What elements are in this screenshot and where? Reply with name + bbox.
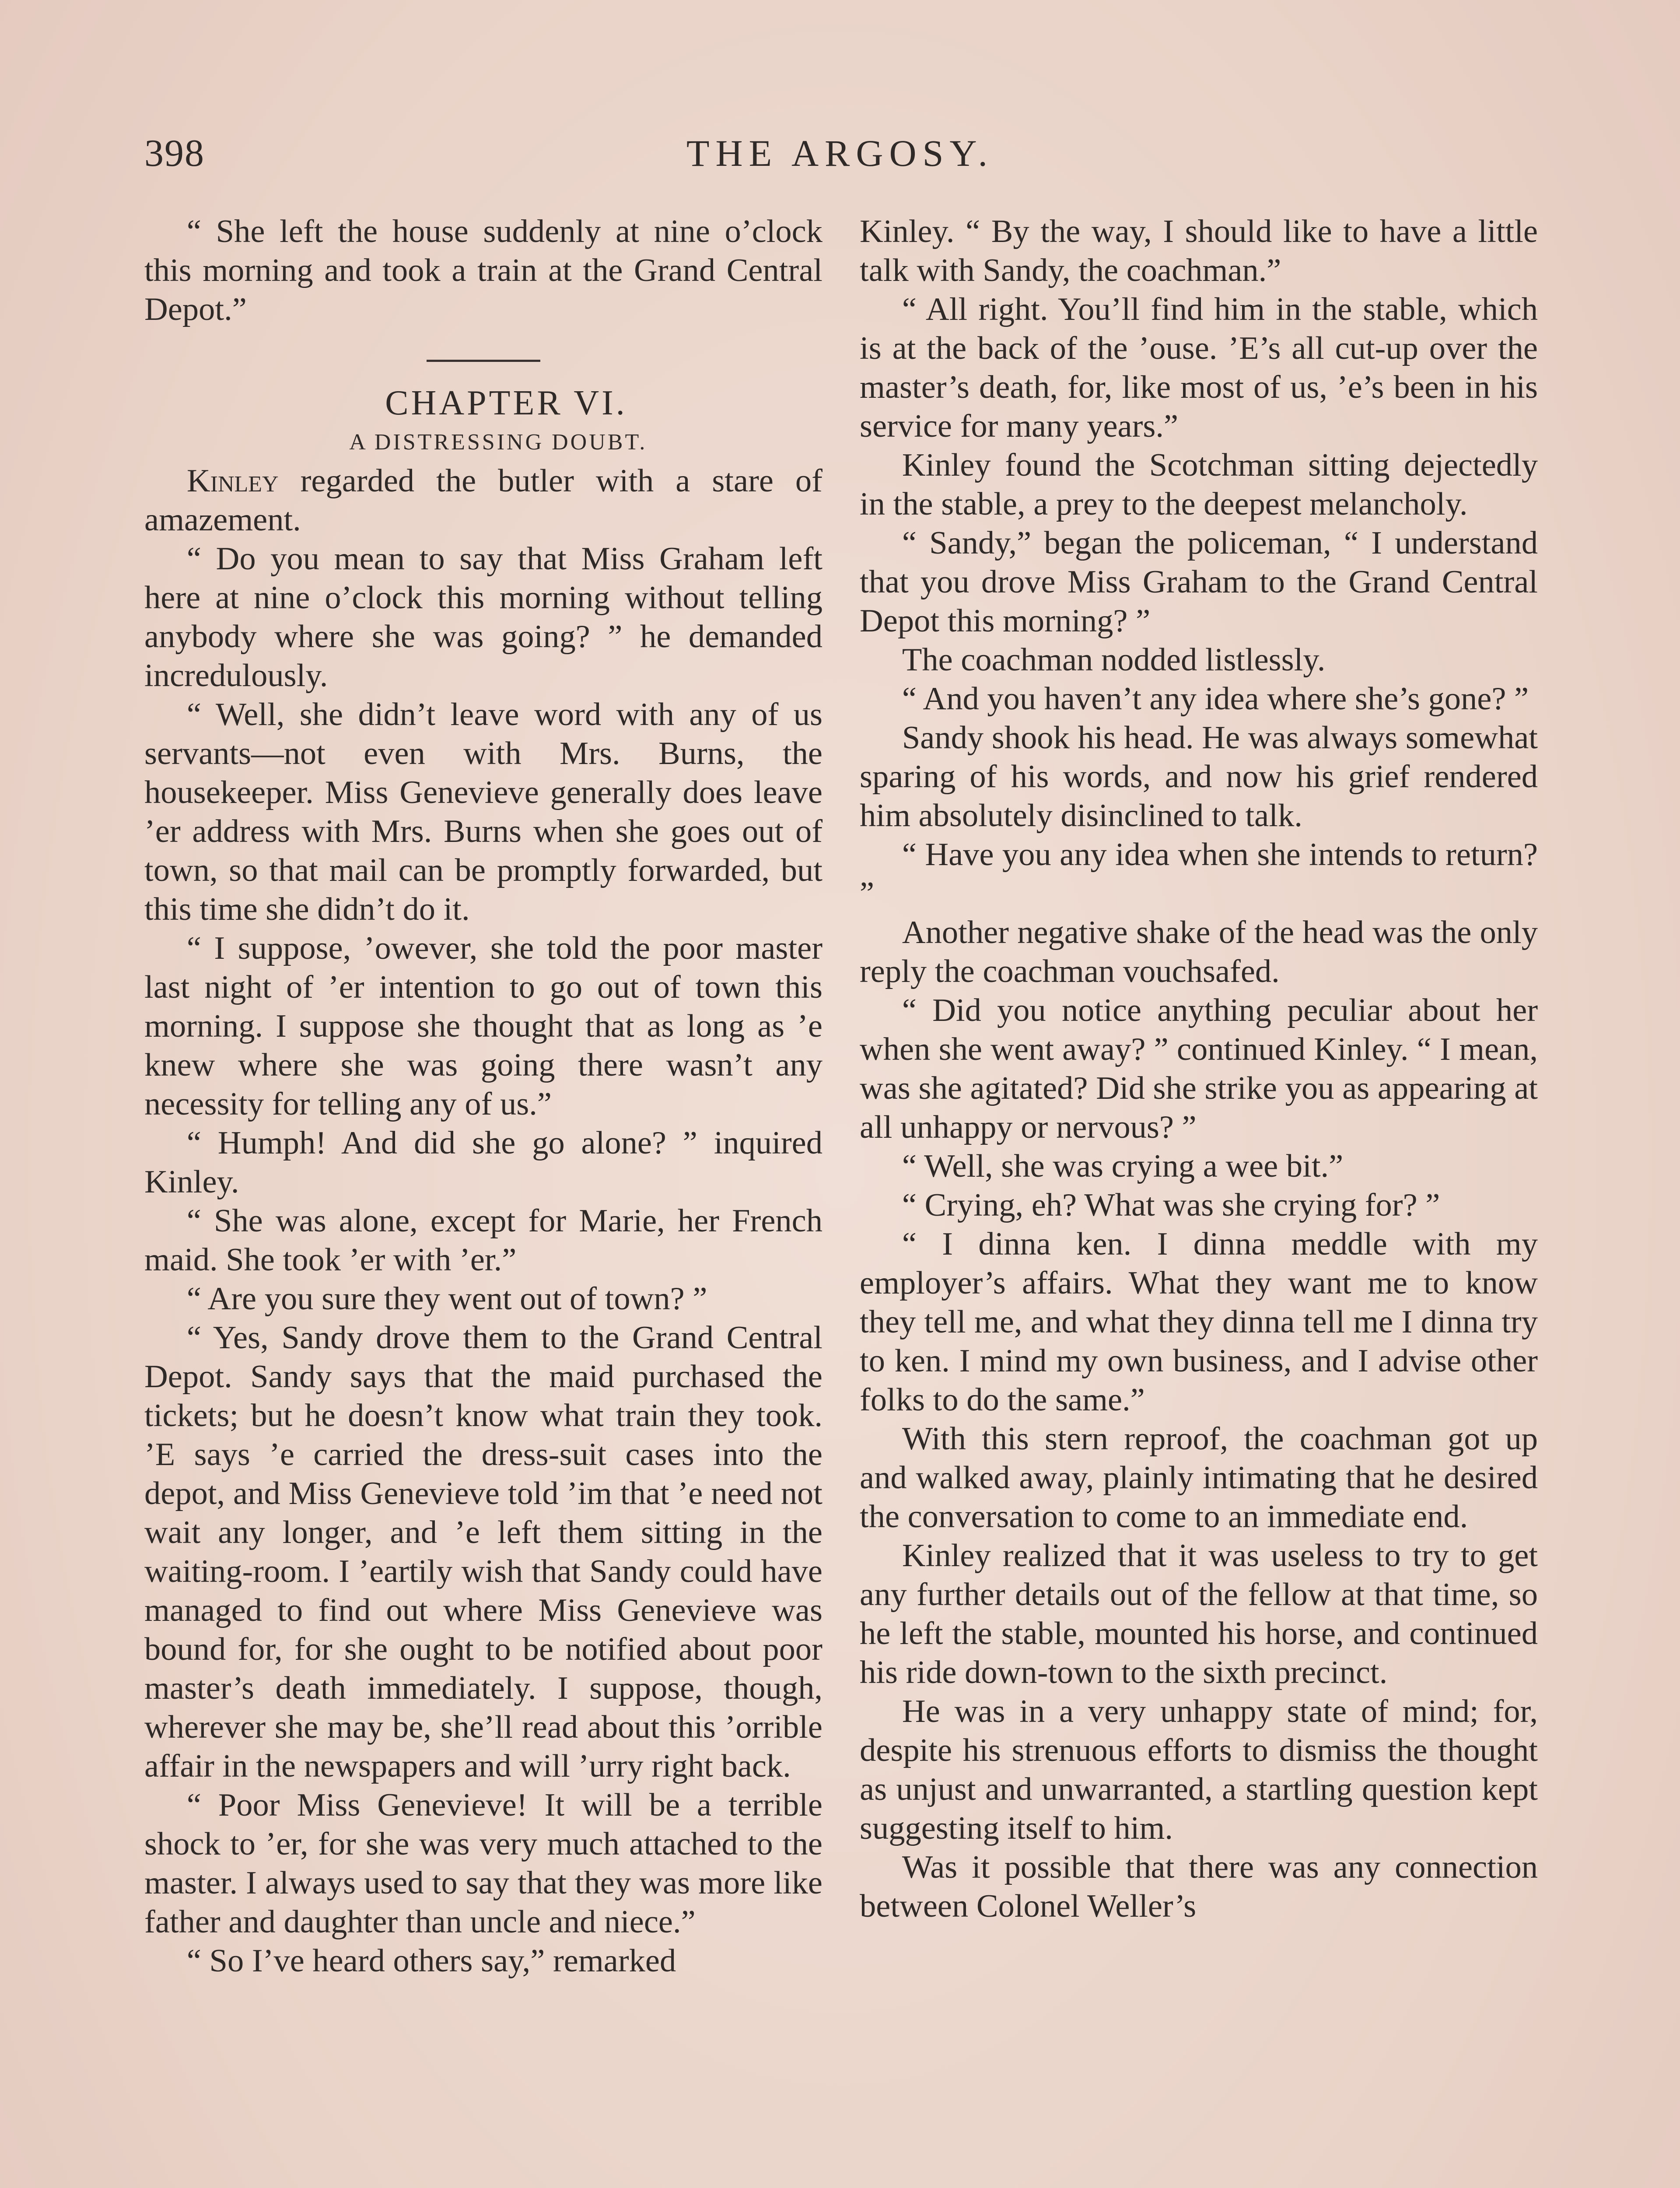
- chapter-subtitle: A DISTRESSING DOUBT.: [349, 430, 648, 455]
- paragraph-text: regarded the butler with a stare of amazement.: [144, 463, 822, 538]
- paragraph: “ Sandy,” began the policeman, “ I understand that you drove Miss Graham to the Grand Central Depot this morning? ”: [860, 525, 1538, 639]
- paragraph: Kinley. “ By the way, I should like to have a little talk with Sandy, the coachman.”: [860, 214, 1538, 288]
- paragraph: Another negative shake of the head was the only reply the coachman vouchsafed.: [860, 915, 1538, 989]
- page-header: [144, 131, 1536, 179]
- paragraph: Sandy shook his head. He was always somewhat sparing of his words, and now his grief rendered him absolutely disinclined to talk.: [860, 720, 1538, 834]
- paragraph: Kinley found the Scotchman sitting dejectedly in the stable, a prey to the deepest melancholy.: [860, 447, 1538, 522]
- section-divider: [427, 360, 540, 362]
- paragraph: Was it possible that there was any connection between Colonel Weller’s: [860, 1849, 1538, 1924]
- page-number: 398: [144, 132, 205, 175]
- right-column: [860, 212, 1538, 1926]
- paragraph: “ Well, she was crying a wee bit.”: [902, 1148, 1344, 1184]
- paragraph: “ Do you mean to say that Miss Graham left here at nine o’clock this morning without telling anybody where she was going? ” he demanded incredulously.: [144, 541, 822, 694]
- paragraph: “ Well, she didn’t leave word with any of us servants—not even with Mrs. Burns, the housekeeper. Miss Genevieve generally does leave ’er address with Mrs. Burns when she goes out of town, so that mail can be promptly forwarded, but this time she didn’t do it.: [144, 697, 822, 927]
- paragraph: Kinley realized that it was useless to try to get any further details out of the fellow at that time, so he left the stable, mounted his horse, and continued his ride down-town to the sixth precinct.: [860, 1538, 1538, 1690]
- paragraph: “ Did you notice anything peculiar about her when she went away? ” continued Kinley. “ I mean, was she agitated? Did she strike you as appearing at all unhappy or nervous? ”: [860, 992, 1538, 1145]
- paragraph: “ Are you sure they went out of town? ”: [186, 1281, 707, 1317]
- paragraph: “ Yes, Sandy drove them to the Grand Central Depot. Sandy says that the maid purchased the tickets; but he doesn’t know what train they took. ’E says ’e carried the dress-suit cases into the depot, and Miss Genevieve told ’im that ’e need not wait any longer, and ’e left them sitting in the waiting-room. I ’eartily wish that Sandy could have managed to find out where Miss Genevieve was bound for, for she ought to be notified about poor master’s death immediately. I suppose, though, wherever she may be, she’ll read about this ’orrible affair in the newspapers and will ’urry right back.: [144, 1320, 822, 1784]
- paragraph: He was in a very unhappy state of mind; for, despite his strenuous efforts to dismiss the thought as unjust and unwarranted, a startling question kept suggesting itself to him.: [860, 1694, 1538, 1846]
- chapter-heading: CHAPTER VI.: [385, 384, 627, 422]
- paragraph: [144, 462, 822, 540]
- paragraph: “ All right. You’ll find him in the stable, which is at the back of the ’ouse. ’E’s all cut-up over the master’s death, for, like most of us, ’e’s been in his service for many years.”: [860, 291, 1538, 444]
- paragraph: “ She left the house suddenly at nine o’clock this morning and took a train at the Grand Central Depot.”: [144, 214, 822, 327]
- paragraph: “ Humph! And did she go alone? ” inquired Kinley.: [144, 1125, 822, 1200]
- paragraph: “ And you haven’t any idea where she’s gone? ”: [902, 681, 1529, 717]
- paragraph: “ Poor Miss Genevieve! It will be a terrible shock to ’er, for she was very much attached to the master. I always used to say that they was more like father and daughter than uncle and niece.”: [144, 1787, 822, 1940]
- paragraph: “ I dinna ken. I dinna meddle with my employer’s affairs. What they want me to know they tell me, and what they dinna tell me I dinna try to ken. I mind my own business, and I advise other folks to do the same.”: [860, 1226, 1538, 1418]
- left-column: [144, 212, 822, 1981]
- chapter-lead-word: Kinley: [186, 463, 279, 499]
- paragraph: “ She was alone, except for Marie, her French maid. She took ’er with ’er.”: [144, 1203, 822, 1278]
- paragraph: “ Crying, eh? What was she crying for? ”: [902, 1187, 1440, 1223]
- paragraph: “ Have you any idea when she intends to return? ”: [860, 837, 1538, 912]
- paragraph: The coachman nodded listlessly.: [902, 642, 1326, 678]
- paragraph: With this stern reproof, the coachman got up and walked away, plainly intimating that he desired the conversation to come to an immediate end.: [860, 1421, 1538, 1535]
- paragraph: “ So I’ve heard others say,” remarked: [186, 1943, 676, 1979]
- paragraph: “ I suppose, ’owever, she told the poor master last night of ’er intention to go out of town this morning. I suppose she thought that as long as ’e knew where she was going there wasn’t any necessity for telling any of us.”: [144, 930, 822, 1122]
- running-title: THE ARGOSY.: [686, 132, 994, 174]
